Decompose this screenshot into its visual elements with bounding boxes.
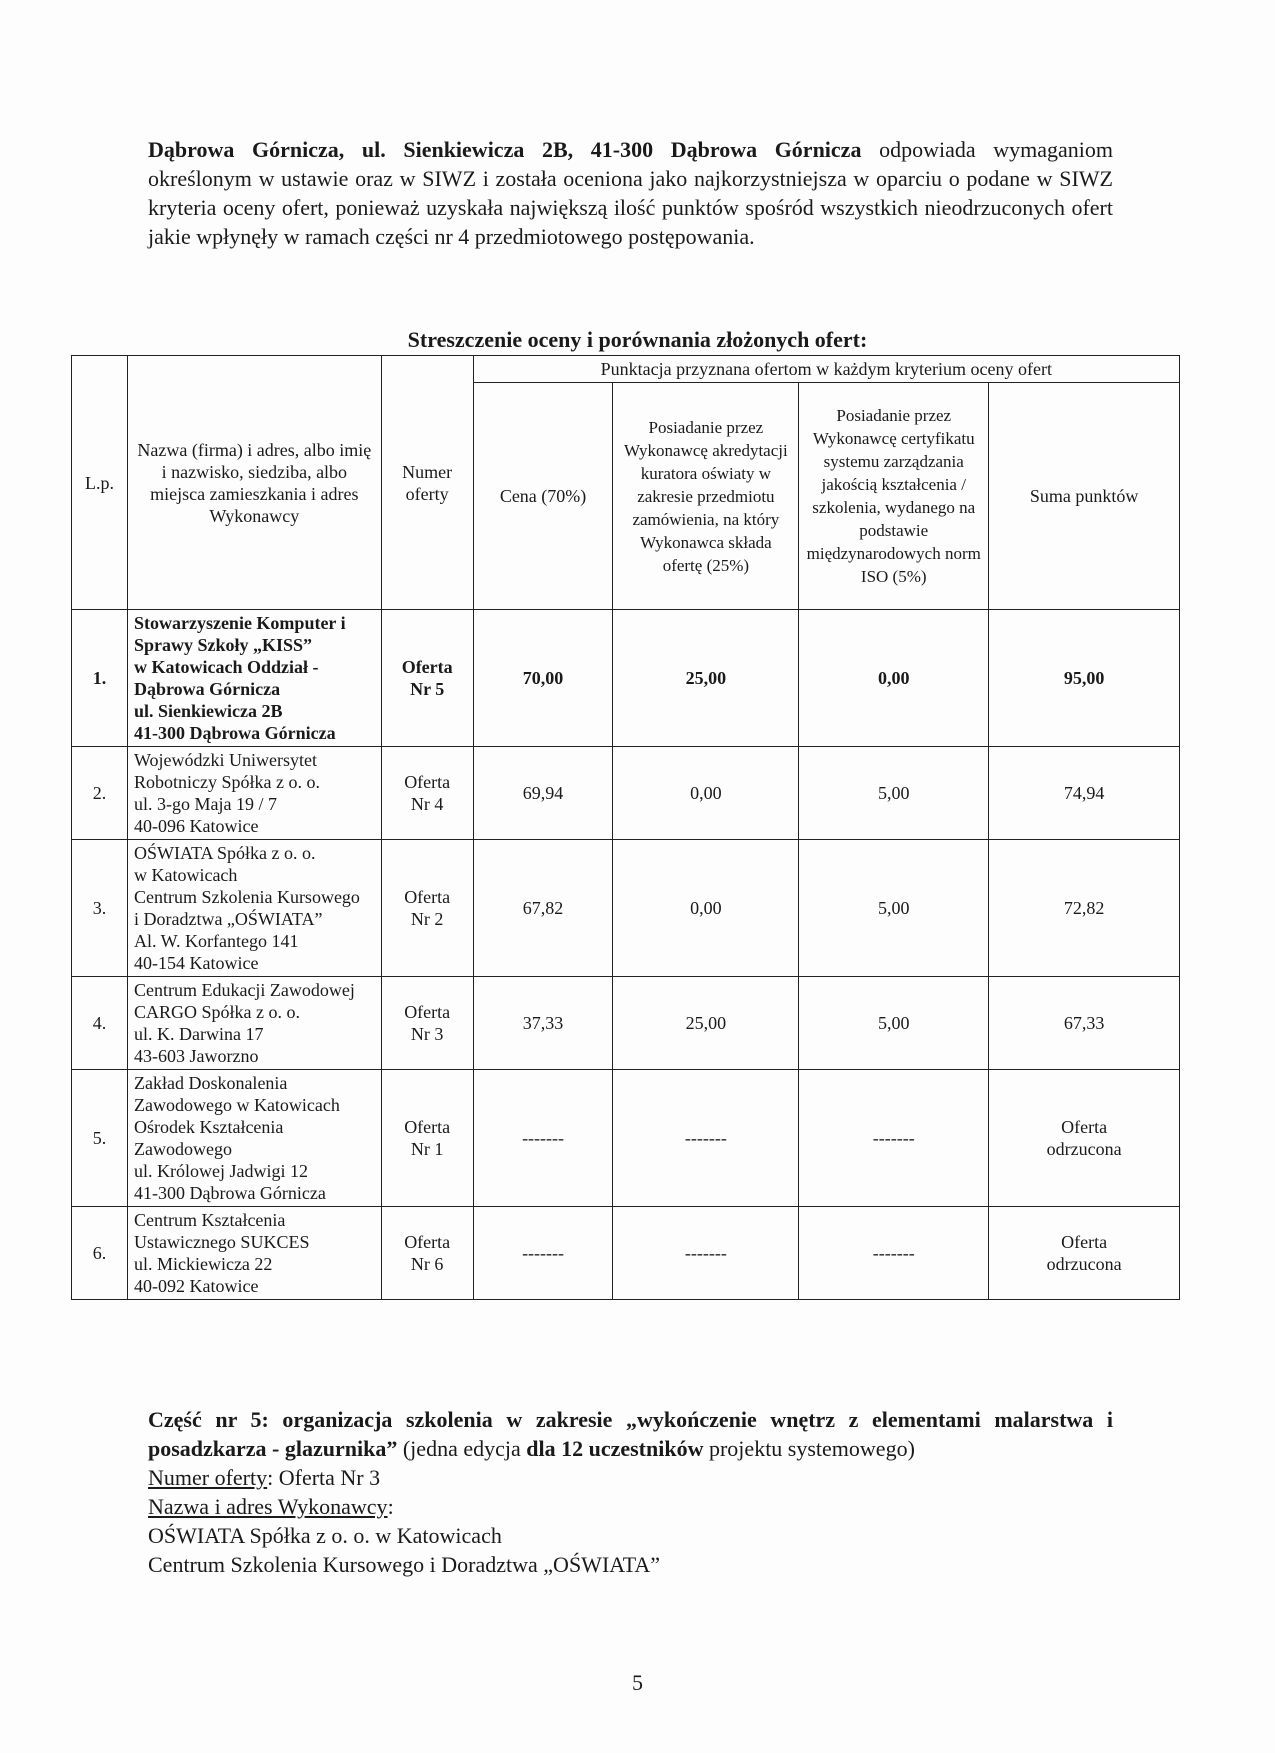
cell-sum-line: odrzucona [1046,1139,1122,1159]
table-body [72,610,1180,1300]
cell-offer-number [381,1070,473,1207]
cell-contractor-line: 41-300 Dąbrowa Górnicza [133,1183,326,1203]
cell-contractor-line: Centrum Kształcenia [133,1210,286,1230]
cell-accreditation-score: 0,00 [613,747,799,840]
cell-contractor-line: ul. Królowej Jadwigi 12 [133,1161,308,1181]
cell-offer-number [381,747,473,840]
cell-price-score: 37,33 [473,977,613,1070]
header-sum: Suma punktów [989,383,1180,610]
cell-contractor [127,977,381,1070]
cell-accreditation-score: ------- [613,1207,799,1300]
contractor-line-1: OŚWIATA Spółka z o. o. w Katowicach [148,1523,502,1548]
cell-contractor-line: Stowarzyszenie Komputer i [133,613,346,633]
cell-offer-number-line: Nr 6 [410,1254,444,1274]
cell-contractor-line: Centrum Szkolenia Kursowego [133,887,360,907]
cell-offer-number-line: Oferta [404,1117,451,1137]
section-5-text-a: (jedna edycja [397,1436,527,1461]
offer-number-label: Numer oferty [148,1465,268,1490]
table-row [72,747,1180,840]
cell-contractor-line: Zawodowego w Katowicach [133,1095,340,1115]
cell-sum-line: Oferta [1061,1117,1108,1137]
header-iso: Posiadanie przez Wykonawcę certyfikatu systemu zarządzania jakością kształcenia / szkolenia, wydanego na podstawie międzynarodowych norm ISO (5%) [799,383,989,610]
cell-lp: 1. [72,610,128,747]
table-row [72,610,1180,747]
cell-offer-number-line: Nr 5 [410,679,445,699]
table-row [72,840,1180,977]
cell-contractor [127,610,381,747]
cell-sum: 67,33 [989,977,1180,1070]
section-5-heading [148,1405,1113,1463]
cell-contractor-line: Wojewódzki Uniwersytet [133,750,317,770]
cell-contractor-line: Robotniczy Spółka z o. o. [133,772,320,792]
page-number: 5 [632,1670,643,1695]
cell-accreditation-score: 25,00 [613,977,799,1070]
cell-contractor-line: CARGO Spółka z o. o. [133,1002,300,1022]
cell-lp: 6. [72,1207,128,1300]
cell-contractor-line: Ośrodek Kształcenia [133,1117,284,1137]
cell-offer-number [381,840,473,977]
cell-price-score: 69,94 [473,747,613,840]
contractor-label-line [148,1492,1113,1521]
cell-offer-number-line: Nr 4 [410,794,444,814]
cell-contractor-line: Zakład Doskonalenia [133,1073,288,1093]
section-5 [148,1405,1113,1579]
cell-lp: 5. [72,1070,128,1207]
cell-contractor [127,840,381,977]
cell-contractor-line: OŚWIATA Spółka z o. o. [133,843,316,863]
cell-contractor-line: 40-092 Katowice [133,1276,259,1296]
header-name: Nazwa (firma) i adres, albo imię i nazwisko, siedziba, albo miejsca zamieszkania i adres Wykonawcy [127,356,381,610]
cell-sum [989,1207,1180,1300]
cell-iso-score: 0,00 [799,610,989,747]
cell-iso-score: ------- [799,1070,989,1207]
section-5-title: Część nr 5: organizacja szkolenia w zakresie „wykończenie wnętrz z elementami malarstwa i posadzkarza - glazurnika” [148,1407,1113,1461]
cell-contractor-line: w Katowicach [133,865,238,885]
cell-contractor-line: ul. K. Darwina 17 [133,1024,264,1044]
header-criteria-group: Punktacja przyznana ofertom w każdym kryterium oceny ofert [473,356,1179,383]
cell-contractor [127,1070,381,1207]
table-row [72,1070,1180,1207]
cell-iso-score: 5,00 [799,747,989,840]
intro-paragraph [148,135,1113,251]
contractor-line-2: Centrum Szkolenia Kursowego i Doradztwa „OŚWIATA” [148,1552,661,1577]
cell-sum [989,1070,1180,1207]
cell-contractor-line: ul. Sienkiewicza 2B [133,701,283,721]
section-5-text-b: projektu systemowego) [703,1436,915,1461]
cell-contractor-line: Sprawy Szkoły „KISS” [133,635,313,655]
cell-sum-line: Oferta [1061,1232,1108,1252]
cell-contractor [127,747,381,840]
cell-offer-number-line: Oferta [404,1232,451,1252]
table-caption: Streszczenie oceny i porównania złożonych ofert: [407,327,868,352]
cell-sum-line: odrzucona [1046,1254,1122,1274]
cell-lp: 2. [72,747,128,840]
intro-text: odpowiada wymaganiom określonym w ustawie oraz w SIWZ i została oceniona jako najkorzystniejsza w oparciu o podane w SIWZ kryteria oceny ofert, ponieważ uzyskała największą ilość punktów spośród wszystkich nieodrzuconych ofert jakie wpłynęły w ramach części nr 4 przedmiotowego postępowania. [148,137,1113,249]
cell-contractor-line: 40-154 Katowice [133,953,259,973]
cell-offer-number-line: Nr 2 [410,909,444,929]
cell-offer-number-line: Nr 1 [410,1139,444,1159]
table-row [72,977,1180,1070]
cell-contractor-line: 40-096 Katowice [133,816,259,836]
cell-iso-score: 5,00 [799,977,989,1070]
cell-contractor-line: Al. W. Korfantego 141 [133,931,299,951]
cell-contractor-line: ul. Mickiewicza 22 [133,1254,273,1274]
cell-contractor-line: Zawodowego [133,1139,232,1159]
cell-contractor [127,1207,381,1300]
cell-offer-number-line: Oferta [404,887,451,907]
cell-contractor-line: 43-603 Jaworzno [133,1046,259,1066]
cell-offer-number-line: Nr 3 [410,1024,444,1044]
contractor-label: Nazwa i adres Wykonawcy [148,1494,388,1519]
cell-lp: 4. [72,977,128,1070]
cell-iso-score: 5,00 [799,840,989,977]
cell-sum: 72,82 [989,840,1180,977]
cell-contractor-line: ul. 3-go Maja 19 / 7 [133,794,277,814]
header-lp: L.p. [72,356,128,610]
cell-contractor-line: Ustawicznego SUKCES [133,1232,310,1252]
contractor-label-colon: : [387,1494,394,1519]
cell-contractor-line: i Doradztwa „OŚWIATA” [133,909,323,929]
cell-lp: 3. [72,840,128,977]
header-price: Cena (70%) [473,383,613,610]
cell-offer-number-line: Oferta [404,1002,451,1022]
section-5-participants: dla 12 uczestników [526,1436,704,1461]
cell-offer-number [381,610,473,747]
offer-number-value: : Oferta Nr 3 [267,1465,381,1490]
intro-bold: Dąbrowa Górnicza, ul. Sienkiewicza 2B, 41-300 Dąbrowa Górnicza [148,137,862,162]
cell-price-score: 67,82 [473,840,613,977]
cell-price-score: 70,00 [473,610,613,747]
cell-accreditation-score: ------- [613,1070,799,1207]
cell-sum: 74,94 [989,747,1180,840]
cell-accreditation-score: 0,00 [613,840,799,977]
cell-sum: 95,00 [989,610,1180,747]
cell-accreditation-score: 25,00 [613,610,799,747]
cell-price-score: ------- [473,1070,613,1207]
header-number: Numer oferty [381,356,473,610]
evaluation-table [71,355,1180,1300]
cell-contractor-line: w Katowicach Oddział - [133,657,319,677]
cell-contractor-line: Centrum Edukacji Zawodowej [133,980,355,1000]
cell-offer-number [381,977,473,1070]
cell-price-score: ------- [473,1207,613,1300]
header-accreditation: Posiadanie przez Wykonawcę akredytacji kuratora oświaty w zakresie przedmiotu zamówienia, na który Wykonawca składa ofertę (25%) [613,383,799,610]
cell-iso-score: ------- [799,1207,989,1300]
cell-offer-number-line: Oferta [401,657,453,677]
cell-offer-number [381,1207,473,1300]
offer-number-line [148,1463,1113,1492]
cell-contractor-line: Dąbrowa Górnicza [133,679,281,699]
cell-contractor-line: 41-300 Dąbrowa Górnicza [133,723,336,743]
cell-offer-number-line: Oferta [404,772,451,792]
table-row [72,1207,1180,1300]
